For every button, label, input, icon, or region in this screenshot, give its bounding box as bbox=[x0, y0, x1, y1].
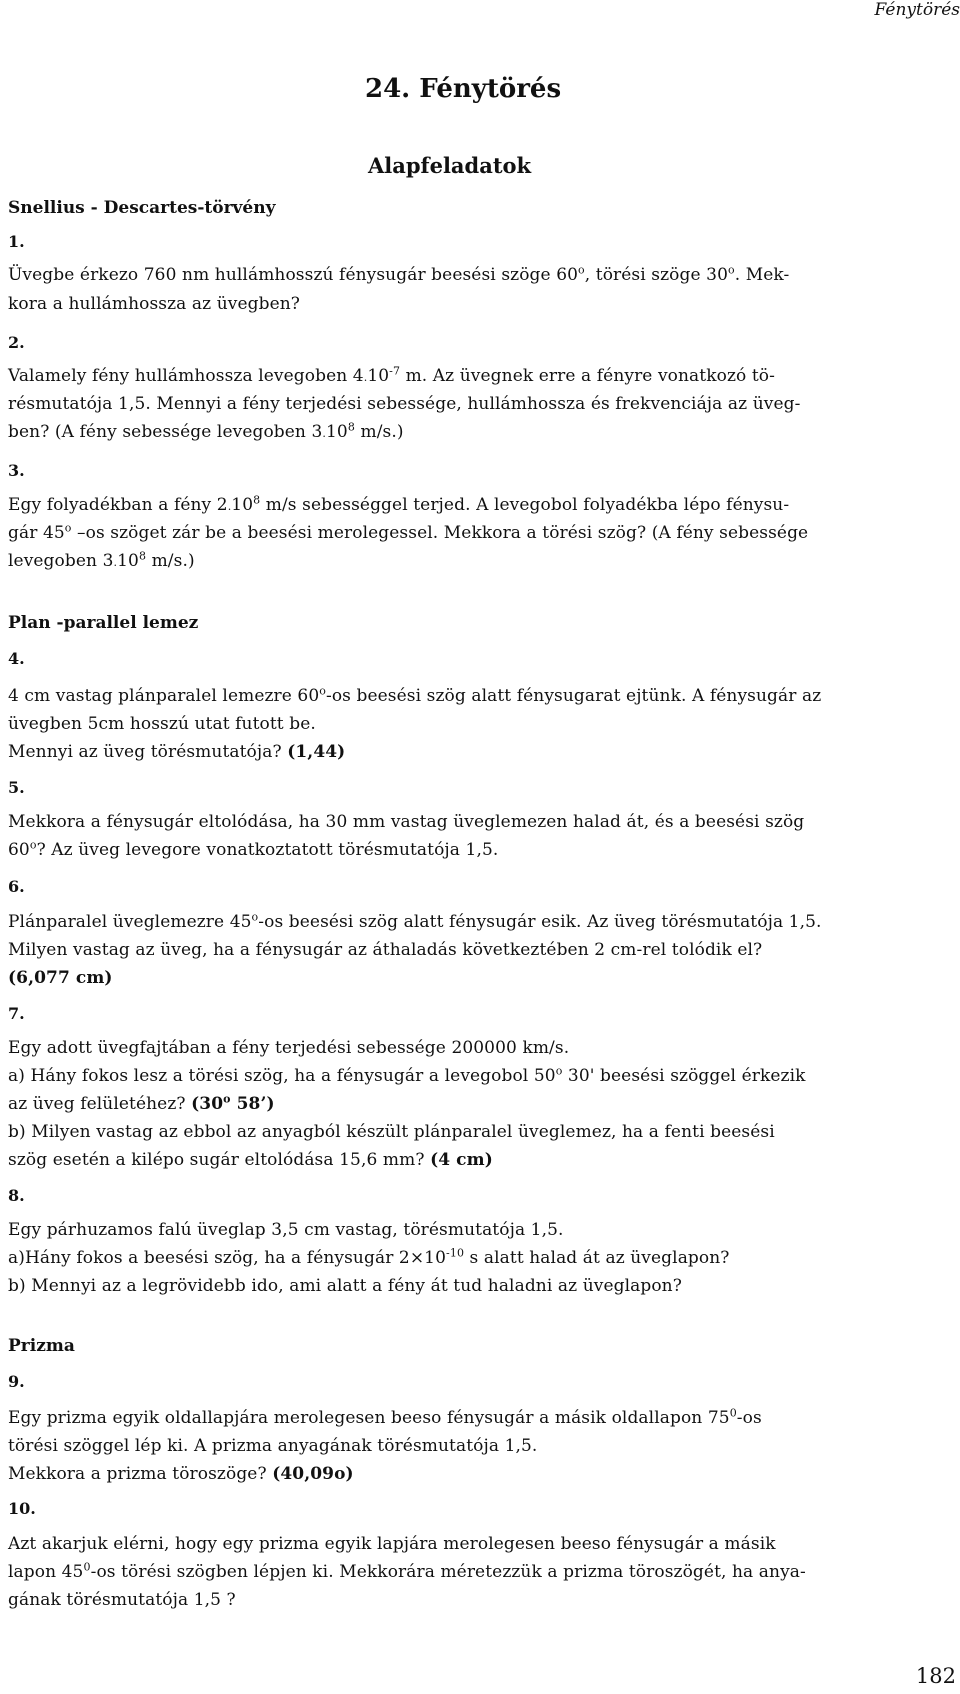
problem-text: Mennyi az üveg törésmutatója? (1,44) bbox=[8, 742, 346, 762]
problem-text: Milyen vastag az üveg, ha a fénysugár az áthaladás következtében 2 cm-rel tolódik el? bbox=[8, 940, 763, 960]
answer: (6,077 cm) bbox=[8, 968, 113, 988]
page-title: 24. Fénytörés bbox=[365, 74, 562, 104]
answer: (4 cm) bbox=[430, 1150, 493, 1170]
problem-text: Azt akarjuk elérni, hogy egy prizma egyik lapjára merolegesen beeso fénysugár a másik bbox=[8, 1534, 776, 1554]
page-subtitle: Alapfeladatok bbox=[368, 153, 532, 178]
problem-text: az üveg felületéhez? (30$^o$ 58’) bbox=[8, 1092, 275, 1114]
problem-text: a) Hány fokos lesz a törési szög, ha a fénysugár a levegobol 50$^o$ 30' beesési szöggel érkezik bbox=[8, 1064, 806, 1086]
problem-number: 9. bbox=[8, 1372, 25, 1391]
problem-text: a)Hány fokos a beesési szög, ha a fénysugár $2\times 10^{-10}$ s alatt halad át az üveglapon? bbox=[8, 1246, 730, 1268]
problem-number: 10. bbox=[8, 1499, 36, 1518]
answer: (40,09o) bbox=[272, 1464, 354, 1484]
problem-text: szög esetén a kilépo sugár eltolódása 15,6 mm? (4 cm) bbox=[8, 1150, 493, 1170]
problem-text: 60$^o$? Az üveg levegore vonatkoztatott törésmutatója 1,5. bbox=[8, 838, 499, 860]
running-header: Fénytörés bbox=[874, 0, 960, 20]
problem-number: 1. bbox=[8, 232, 25, 251]
answer: (30$^o$ 58’) bbox=[191, 1092, 275, 1114]
problem-text: Egy folyadékban a fény 2.10$^8$ m/s sebességgel terjed. A levegobol folyadékba lépo fénysu- bbox=[8, 493, 790, 515]
problem-text: Egy párhuzamos falú üveglap 3,5 cm vastag, törésmutatója 1,5. bbox=[8, 1220, 564, 1240]
page-number: 182 bbox=[915, 1664, 956, 1688]
problem-text: Valamely fény hullámhossza levegoben $4.10^{-7}$ m. Az üvegnek erre a fényre vonatkozó tö- bbox=[8, 364, 775, 386]
problem-text: lapon $45^0-os$ törési szögben lépjen ki. Mekkorára méretezzük a prizma töroszögét, ha anya- bbox=[8, 1560, 806, 1582]
problem-text: b) Mennyi az a legrövidebb ido, ami alatt a fény át tud haladni az üveglapon? bbox=[8, 1276, 682, 1296]
problem-number: 6. bbox=[8, 877, 25, 896]
problem-text: törési szöggel lép ki. A prizma anyagának törésmutatója 1,5. bbox=[8, 1436, 538, 1456]
problem-text: kora a hullámhossza az üvegben? bbox=[8, 294, 300, 314]
problem-text: Üvegbe érkezo 760 nm hullámhosszú fénysugár beesési szöge 60$^o$, törési szöge 30$^o$. Mek- bbox=[8, 263, 790, 285]
problem-text: Plánparalel üveglemezre 45$^o$-os beesési szög alatt fénysugár esik. Az üveg törésmutatója 1,5. bbox=[8, 910, 822, 932]
problem-number: 3. bbox=[8, 461, 25, 480]
problem-text: Mekkora a prizma töroszöge? (40,09o) bbox=[8, 1464, 354, 1484]
section-heading-plan-parallel: Plan -parallel lemez bbox=[8, 613, 199, 633]
problem-number: 7. bbox=[8, 1004, 25, 1023]
problem-text: 4 cm vastag plánparalel lemezre 60$^o$-os beesési szög alatt fénysugarat ejtünk. A fénysugár az bbox=[8, 684, 822, 706]
section-heading-snellius: Snellius - Descartes-törvény bbox=[8, 198, 276, 218]
problem-number: 5. bbox=[8, 778, 25, 797]
problem-text: gár 45$^o$ –os szöget zár be a beesési merolegessel. Mekkora a törési szög? (A fény sebessége bbox=[8, 521, 809, 543]
problem-number: 2. bbox=[8, 333, 25, 352]
section-heading-prizma: Prizma bbox=[8, 1336, 75, 1356]
problem-number: 8. bbox=[8, 1186, 25, 1205]
problem-text: üvegben 5cm hosszú utat futott be. bbox=[8, 714, 316, 734]
problem-text: gának törésmutatója 1,5 ? bbox=[8, 1590, 236, 1610]
problem-text: Egy adott üvegfajtában a fény terjedési sebessége 200000 km/s. bbox=[8, 1038, 570, 1058]
problem-text: levegoben 3.10$^8$ m/s.) bbox=[8, 549, 195, 571]
problem-text: b) Milyen vastag az ebbol az anyagból készült plánparalel üveglemez, ha a fenti beesési bbox=[8, 1122, 775, 1142]
problem-text: Mekkora a fénysugár eltolódása, ha 30 mm vastag üveglemezen halad át, és a beesési szög bbox=[8, 812, 805, 832]
problem-number: 4. bbox=[8, 649, 25, 668]
problem-text: ben? (A fény sebessége levegoben 3.10$^8$ m/s.) bbox=[8, 420, 404, 442]
problem-text: résmutatója 1,5. Mennyi a fény terjedési sebessége, hullámhossza és frekvenciája az üveg- bbox=[8, 394, 801, 414]
problem-text: Egy prizma egyik oldallapjára merolegesen beeso fénysugár a másik oldallapon $75^0-os$ bbox=[8, 1406, 762, 1428]
answer: (1,44) bbox=[287, 742, 346, 762]
